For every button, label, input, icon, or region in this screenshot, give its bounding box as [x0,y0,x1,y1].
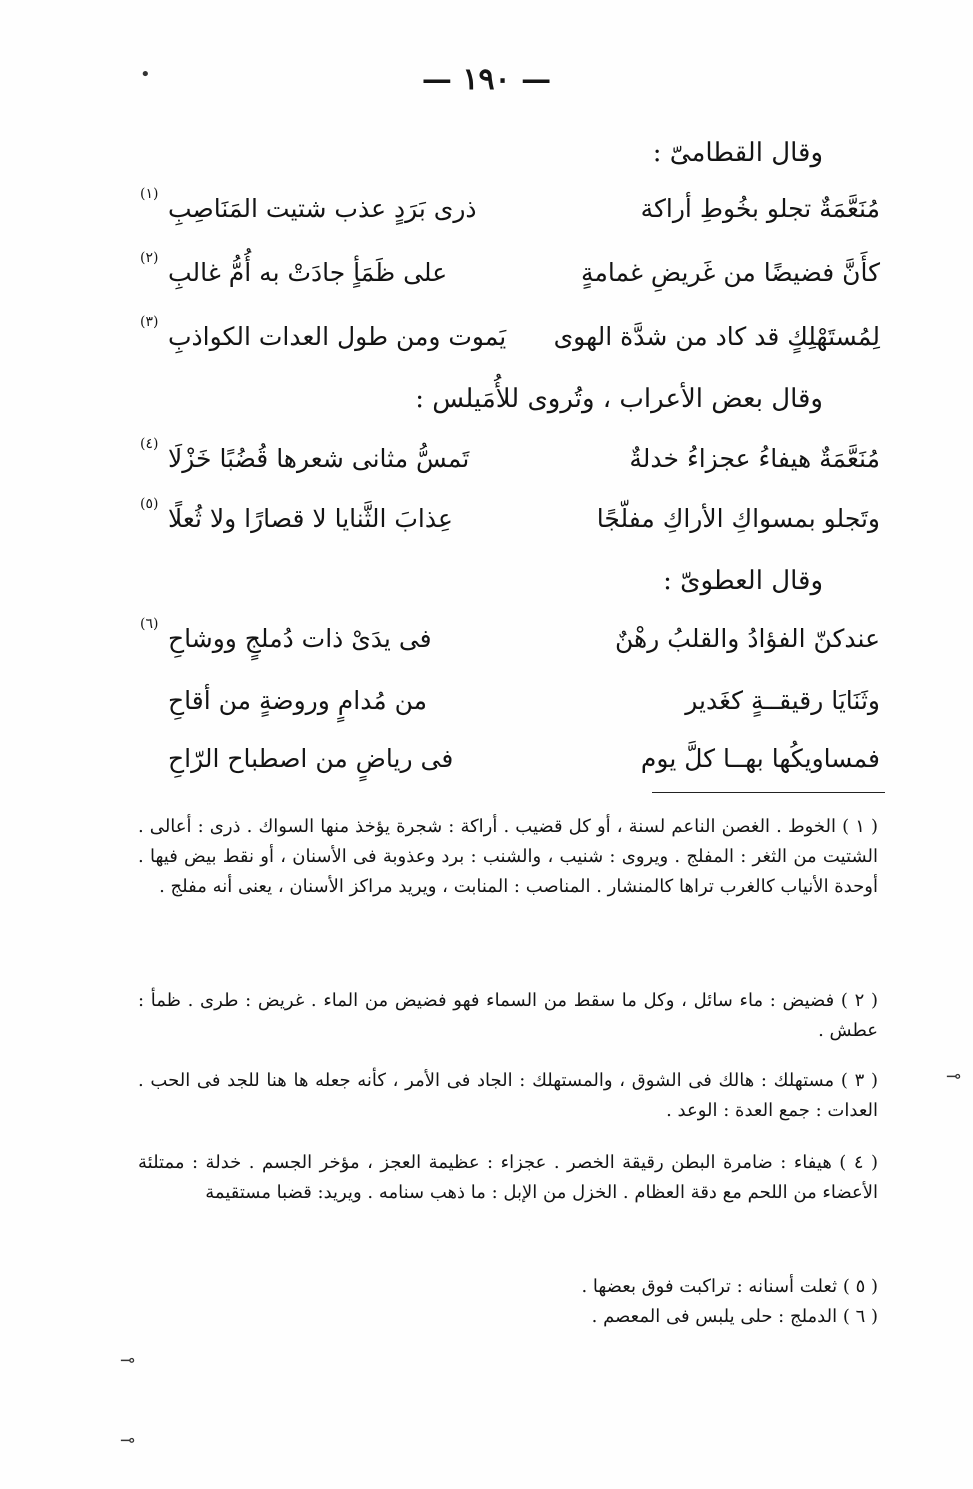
footnote-marker: (٣) [140,314,159,330]
footnote-marker: (١) [140,186,159,202]
verse-line [140,616,880,672]
section-title: وقال القطامىّ : [652,138,823,168]
verse-second-hemistich: تَمسُّ مثانى شعرها قُضُبًا خَزْلَا [168,444,470,473]
section-title: وقال العطوىّ : [663,566,823,596]
page-number: — ١٩٠ — [421,62,552,97]
verse-line [140,314,880,370]
verse-second-hemistich: فى يدَىْ ذات دُملجٍ ووشاحِ [168,624,432,653]
verse-first-hemistich: وتَجلو بمسواكِ الأراكِ مفلّجًا [596,504,880,533]
section-title: وقال بعض الأعراب ، وتُروى للأُمَيلس : [415,384,823,414]
verse-line [140,436,880,492]
scan-speck: ⊸ [946,1066,962,1087]
scan-speck: ⊸ [120,1350,136,1371]
footnote-text: ( ٢ ) فضيض : ماء سائل ، وكل ما سقط من السماء فهو فضيض من الماء . غريض : طرى . ظمأ : عطش . [138,990,878,1041]
verse-second-hemistich: فى رياضٍ من اصطباح الرّاحِ [168,744,454,773]
footnote-text: ( ٦ ) الدملج : حلى يلبس فى المعصم . [591,1306,878,1327]
verse-second-hemistich: يَموت ومن طول العدات الكواذبِ [168,322,507,351]
footnote [138,1066,878,1126]
verse-first-hemistich: وثَنَايَا رقيقــةٍ كغَدير [685,686,880,715]
footnote [138,1302,878,1332]
footnote-marker: (٦) [140,616,159,632]
verse-second-hemistich: على ظَمَأٍ جادَتْ به أُمُّ غالبِ [168,258,448,287]
verse-first-hemistich: كأَنَّ فضيضًا من غَريضِ غمامةٍ [581,258,880,287]
verse-first-hemistich: فمساويكُها بهــا كلَّ يوم [640,744,880,773]
verse-line [140,686,880,734]
verse-line [140,744,880,792]
footnote-text: ( ٤ ) هيفاء : ضامرة البطن رقيقة الخصر . عجزاء : عظيمة العجز ، مؤخر الجسم . خدلة : ممتلئة الأعضاء من اللحم مع دقة العظام . الخزل من الإبل : ما ذهب سنامه . ويريد: قضبا مستقيمة [138,1152,878,1203]
verse-second-hemistich: عِذابَ الثَّنايا لا قصارًا ولا ثُعلًا [168,504,453,533]
footnote [138,812,878,902]
verse-line [140,250,880,306]
verse-line [140,496,880,552]
footnote-marker: (٤) [140,436,159,452]
footnote [138,1272,878,1302]
verse-second-hemistich: ذرى بَرَدٍ عذب شتيت المَنَاصِبِ [168,194,477,223]
footnote-text: ( ٣ ) مستهلك : هالك فى الشوق ، والمستهلك : الجاد فى الأمر ، كأنه جعله ها هنا للجد فى الحب . العدات : جمع العدة : الوعد . [138,1070,878,1121]
footnote-marker: (٢) [140,250,159,266]
footnote-marker: (٥) [140,496,159,512]
footnote [138,986,878,1046]
verse-second-hemistich: من مُدامٍ وروضةٍ من أقاحِ [168,686,428,715]
footnote [138,1148,878,1208]
verse-first-hemistich: مُنَعَّمَةٌ هيفاءُ عجزاءُ خدلةٌ [629,444,880,473]
verse-line [140,186,880,242]
verse-first-hemistich: لِمُستَهْلِكٍ قد كاد من شدَّة الهوى [553,322,880,351]
scan-speck: ⊸ [120,1430,136,1451]
footnote-separator [652,792,885,793]
verse-first-hemistich: مُنَعَّمَةٌ تجلو بخُوطِ أراكة [640,194,880,223]
footnote-text: ( ١ ) الخوط . الغصن الناعم لسنة ، أو كل قضيب . أراكة : شجرة يؤخذ منها السواك . ذرى : أعالى . الشتيت من الثغر : المفلج . ويروى : شنيب ، والشنب : برد وعذوبة فى الأسنان ، أو نقط بيض فيها . أوحدة الأنياب كالغرب تراها كالمنشار . المناصب : المنابت ، ويريد مراكز الأسنان ، يعنى أنه مفلج . [138,816,879,897]
scan-speck: • [140,64,151,85]
footnote-text: ( ٥ ) ثعلت أسنانه : تراكبت فوق بعضها . [581,1276,878,1297]
verse-first-hemistich: عندكنّ الفؤادُ والقلبُ رهْنٌ [615,624,880,653]
